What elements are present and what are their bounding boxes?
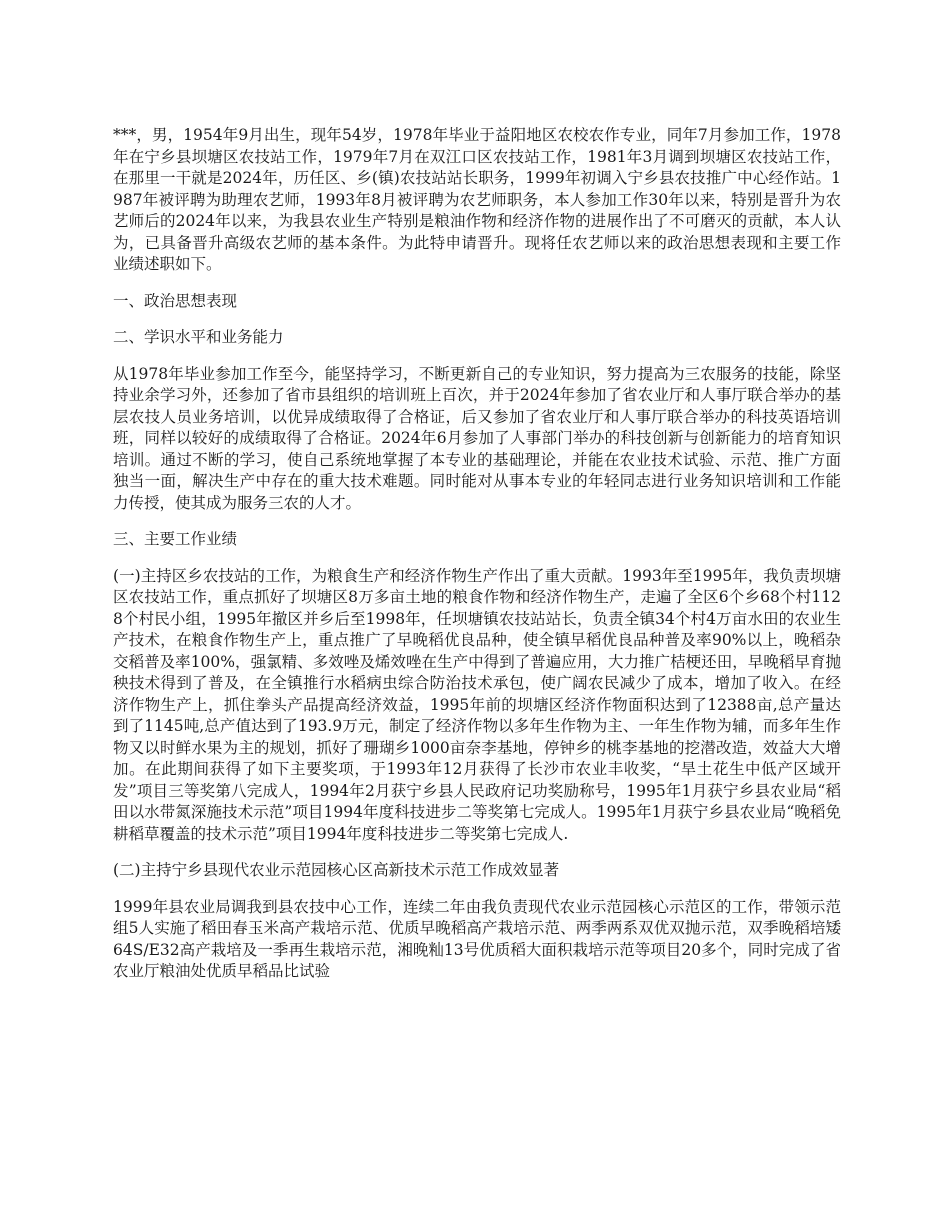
document-body: [113, 125, 841, 998]
section-heading-political: 一、政治思想表现: [113, 291, 238, 310]
intro-paragraph: ***，男，1954年9月出生，现年54岁，1978年毕业于益阳地区农校农作专业，同年7月参加工作，1978年在宁乡县坝塘区农技站工作，1979年7月在双江口区农技站工作，1981年3月调到坝塘区农技站工作，在那里一干就是2024年，历任区、乡(镇)农技站站长职务，1999年初调入宁乡县农技推广中心经作站。1987年被评聘为助理农艺师，1993年8月被评聘为农艺师职务，本人参加工作30年以来，特别是晋升为农艺师后的2024年以来，为我县农业生产特别是粮油作物和经济作物的进展作出了不可磨灭的贡献，本人认为，已具备晋升高级农艺师的基本条件。为此特申请晋升。现将任农艺师以来的政治思想表现和主要工作业绩述职如下。: [113, 126, 841, 273]
section-heading-achievements: 三、主要工作业绩: [113, 530, 238, 548]
achievement-2-paragraph: 1999年县农业局调我到县农技中心工作，连续二年由我负责现代农业示范园核心示范区的工作，带领示范组5人实施了稻田春玉米高产栽培示范、优质早晚稻高产栽培示范、两季两系双优双抛示范，双季晚稻培矮64S/E32高产栽培及一季再生栽培示范，湘晚籼13号优质稻大面积栽培示范等项目20多个，同时完成了省农业厅粮油处优质早稻品比试验: [113, 897, 841, 980]
knowledge-paragraph: 从1978年毕业参加工作至今，能坚持学习，不断更新自己的专业知识，努力提高为三农服务的技能，除坚持业余学习外，还参加了省市县组织的培训班上百次，并于2024年参加了省农业厅和人事厅联合举办的基层农技人员业务培训，以优异成绩取得了合格证，后又参加了省农业厅和人事厅联合举办的科技英语培训班，同样以较好的成绩取得了合格证。2024年6月参加了人事部门举办的科技创新与创新能力的培育知识培训。通过不断的学习，使自己系统地掌握了本专业的基础理论，并能在农业技术试验、示范、推广方面独当一面，解决生产中存在的重大技术难题。同时能对从事本专业的年轻同志进行业务知识培训和工作能力传授，使其成为服务三农的人才。: [113, 364, 841, 512]
achievement-2-heading: (二)主持宁乡县现代农业示范园核心区高新技术示范工作成效显著: [113, 861, 560, 879]
achievement-1-paragraph: (一)主持区乡农技站的工作，为粮食生产和经济作物生产作出了重大贡献。1993年至1995年，我负责坝塘区农技站工作，重点抓好了坝塘区8万多亩土地的粮食作物和经济作物生产，走遍了全区6个乡68个村1128个村民小组，1995年撤区并乡后至1998年，任坝塘镇农技站站长，负责全镇34个村4万亩水田的农业生产技术，在粮食作物生产上，重点推广了早晚稻优良品种，使全镇早稻优良品种普及率90%以上，晚稻杂交稻普及率100%，强氯精、多效唑及烯效唑在生产中得到了普遍应用，大力推广桔梗还田，早晚稻早育抛秧技术得到了普及，在全镇推行水稻病虫综合防治技术承包，使广阔农民减少了成本，增加了收入。在经济作物生产上，抓住拳头产品提高经济效益，1995年前的坝塘区经济作物面积达到了12388亩,总产量达到了1145吨,总产值达到了193.9万元，制定了经济作物以多年生作物为主、一年生作物为辅，而多年生作物又以时鲜水果为主的规划，抓好了珊瑚乡1000亩奈李基地，停钟乡的桃李基地的挖潜改造，效益大大增加。在此期间获得了如下主要奖项，于1993年12月获得了长沙市农业丰收奖，“旱土花生中低产区域开发”项目三等奖第八完成人，1994年2月获宁乡县人民政府记功奖励称号，1995年1月获宁乡县农业局“稻田以水带氮深施技术示范”项目1994年度科技进步二等奖第七完成人。1995年1月获宁乡县农业局“晚稻免耕稻草覆盖的技术示范”项目1994年度科技进步二等奖第七完成人.: [113, 566, 841, 843]
section-heading-knowledge: 二、学识水平和业务能力: [113, 328, 284, 346]
